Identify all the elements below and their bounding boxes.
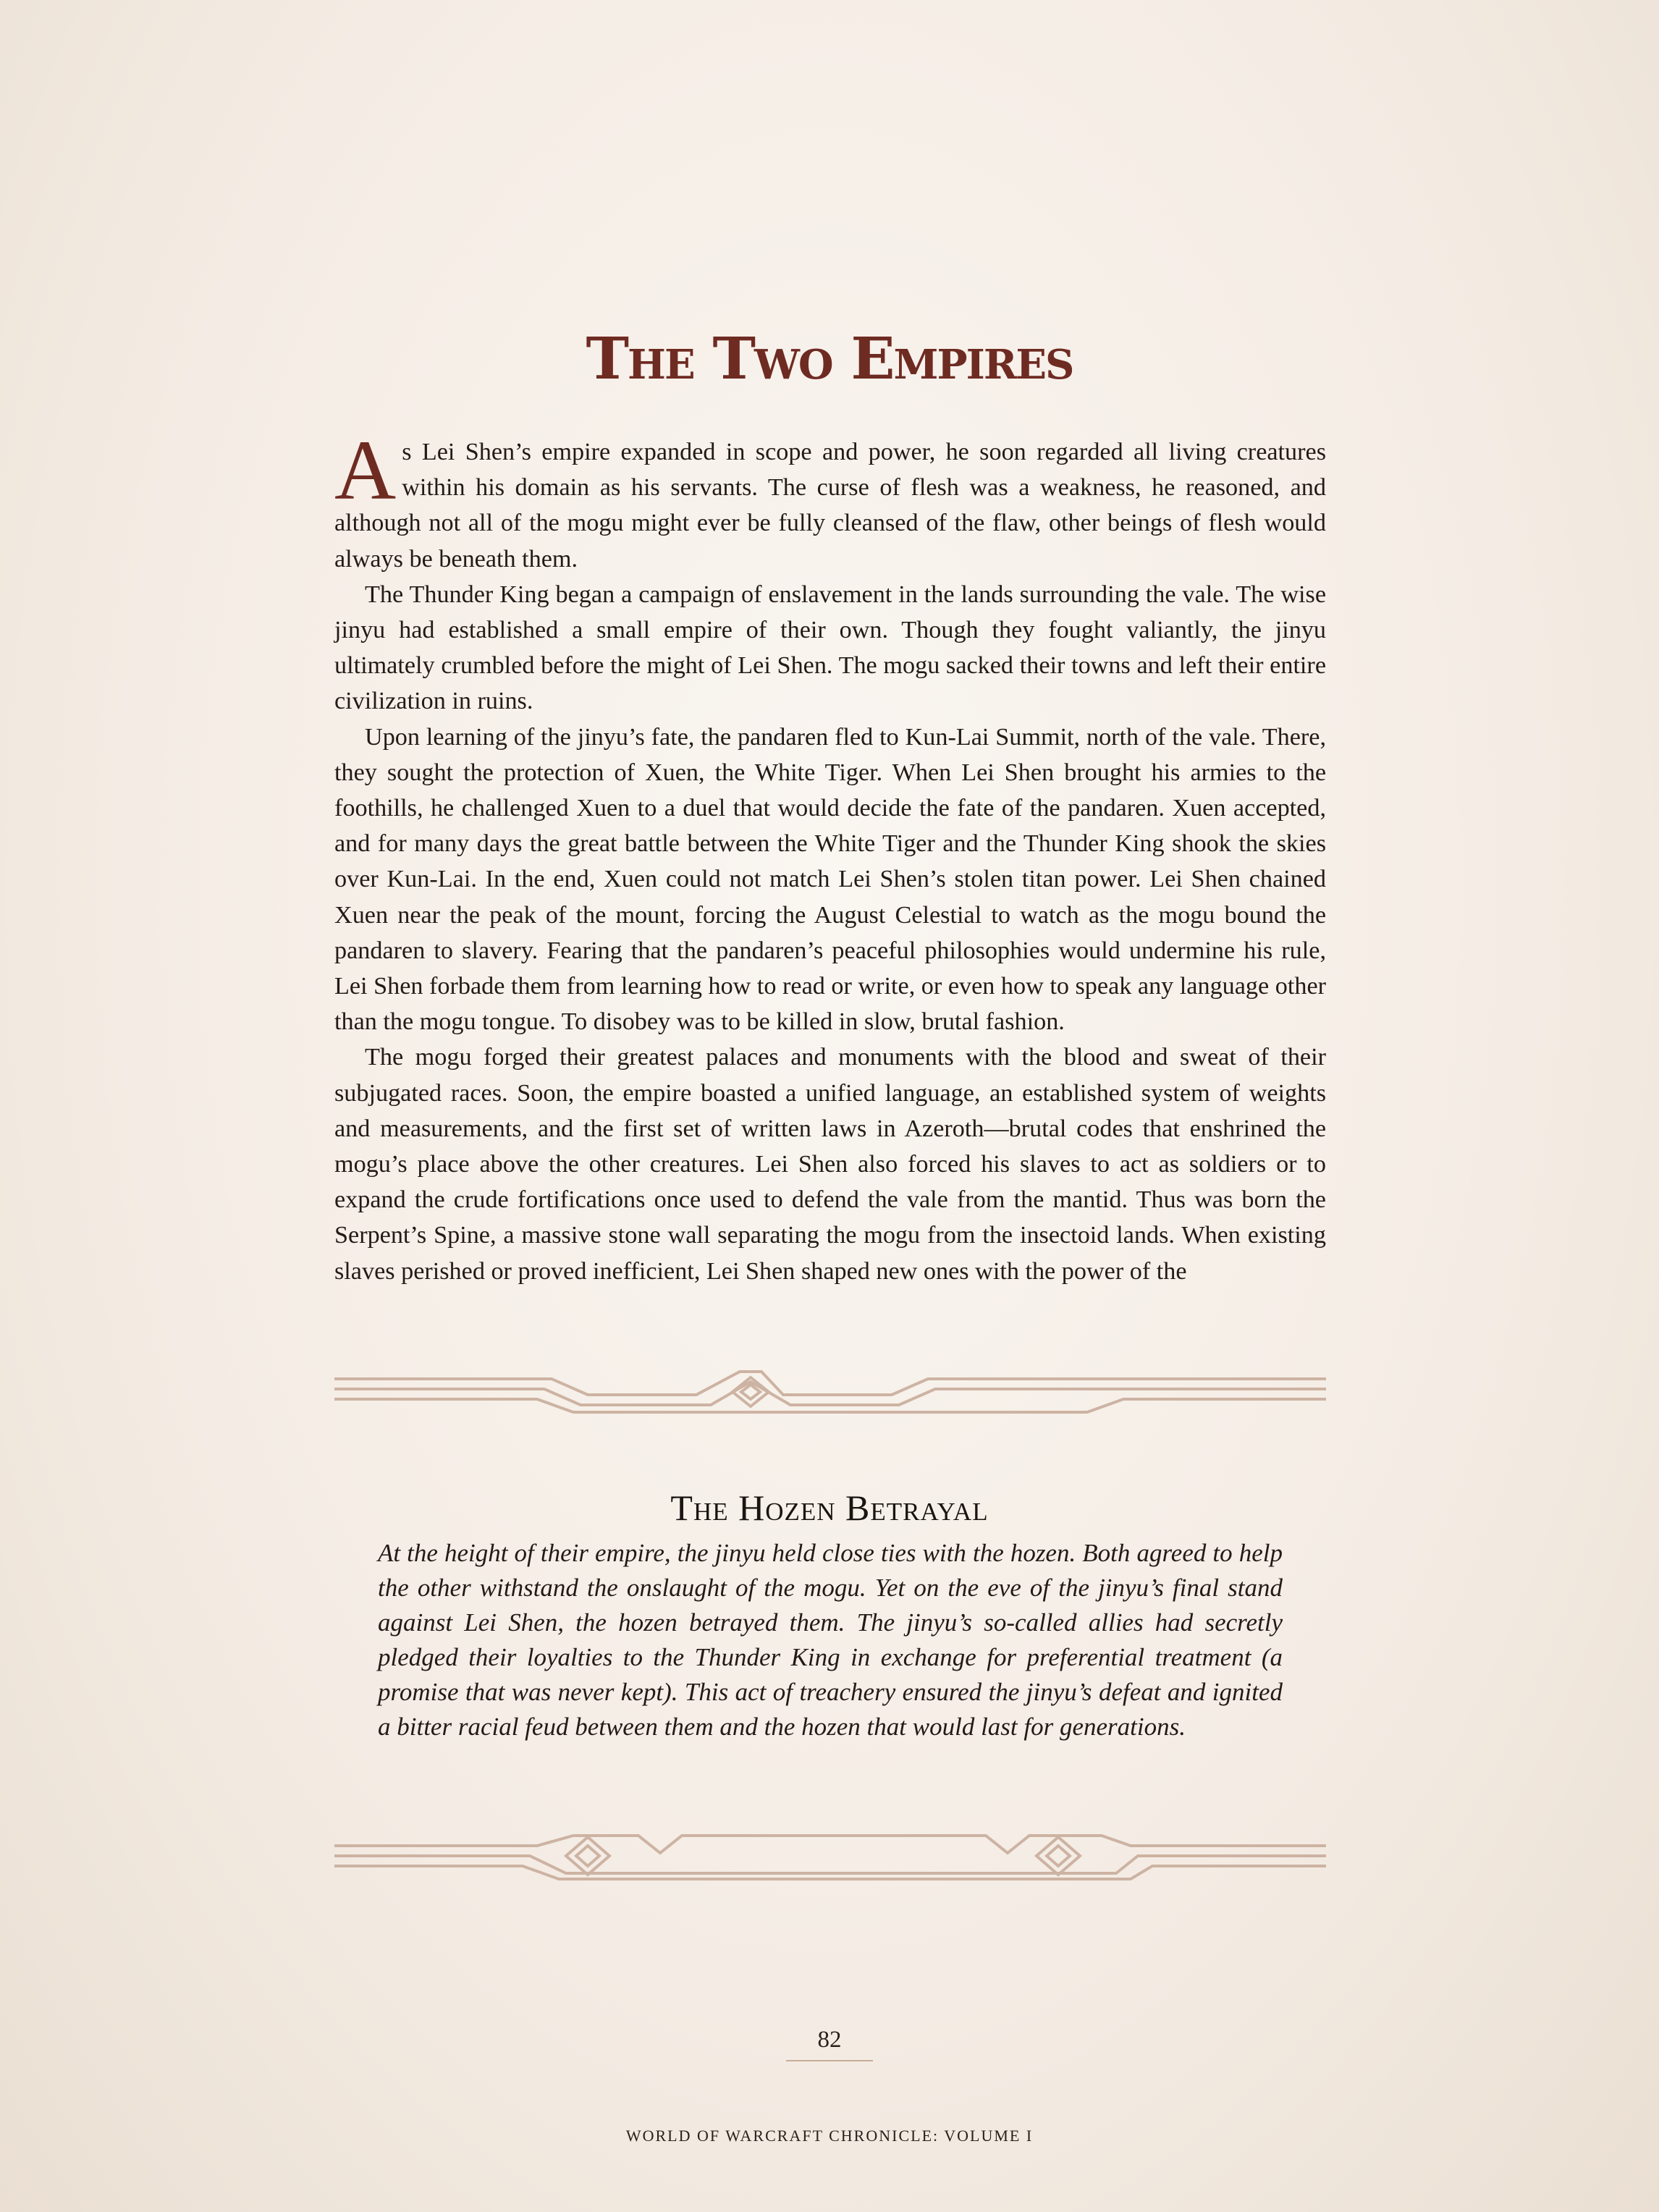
paragraph-1 [334,423,1326,577]
paragraph-1-text: s Lei Shen’s empire expanded in scope and power, he soon regarded all living creatures within his domain as his servants. The curse of flesh was a weakness, he reasoned, and although not all of the mogu might ever be fully cleansed of the flaw, other beings of flesh would always be beneath them. [334,439,1326,573]
page-number-rule [786,2060,873,2061]
paragraph-2: The Thunder King began a campaign of enslavement in the lands surrounding the vale. The wise jinyu had established a small empire of their own. Though they fought valiantly, the jinyu ultimately crumbled before the might of Lei Shen. The mogu sacked their towns and left their entire civilization in ruins. [334,581,1326,715]
bottom-ornament-divider [334,1831,1326,1882]
drop-cap: A [334,423,397,518]
sidebar-text: At the height of their empire, the jinyu held close ties with the hozen. Both agreed to help the other withstand the onslaught of the mogu. Yet on the eve of the jinyu’s final stand against Lei Shen, the hozen betrayed them. The jinyu’s so-called allies had secretly pledged their loyalties to the Thunder King in exchange for preferential treatment (a promise that was never kept). This act of treachery ensured the jinyu’s defeat and ignited a bitter racial feud between them and the hozen that would last for generations. [378,1539,1283,1741]
paragraph-4: The mogu forged their greatest palaces and monuments with the blood and sweat of their subjugated races. Soon, the empire boasted a unified language, an established system of weights and measurements, and the first set of written laws in Azeroth—brutal codes that enshrined the mogu’s place above the other creatures. Lei Shen also forced his slaves to act as soldiers or to expand the crude fortifications once used to defend the vale from the mantid. Thus was born the Serpent’s Spine, a massive stone wall separating the mogu from the insectoid lands. When existing slaves perished or proved inefficient, Lei Shen shaped new ones with the power of the [334,1044,1326,1285]
sidebar-title: The Hozen Betrayal [670,1487,989,1528]
page-number: 82 [817,2027,842,2053]
paragraph-3: Upon learning of the jinyu’s fate, the pandaren fled to Kun-Lai Summit, north of the vale. There, they sought the protection of Xuen, the White Tiger. When Lei Shen brought his armies to the foothills, he challenged Xuen to a duel that would decide the fate of the pandaren. Xuen accepted, and for many days the great battle between the White Tiger and the Thunder King shook the skies over Kun-Lai. In the end, Xuen could not match Lei Shen’s stolen titan power. Lei Shen chained Xuen near the peak of the mount, forcing the August Celestial to watch as the mogu bound the pandaren to slavery. Fearing that the pandaren’s peaceful philosophies would undermine his rule, Lei Shen forbade them from learning how to read or write, or even how to speak any language other than the mogu tongue. To disobey was to be killed in slow, brutal fashion. [334,723,1326,1036]
body-text [334,423,1326,1289]
chapter-title: The Two Empires [586,324,1073,392]
running-footer: WORLD OF WARCRAFT CHRONICLE: VOLUME I [625,2127,1034,2145]
top-ornament-divider [334,1364,1326,1415]
